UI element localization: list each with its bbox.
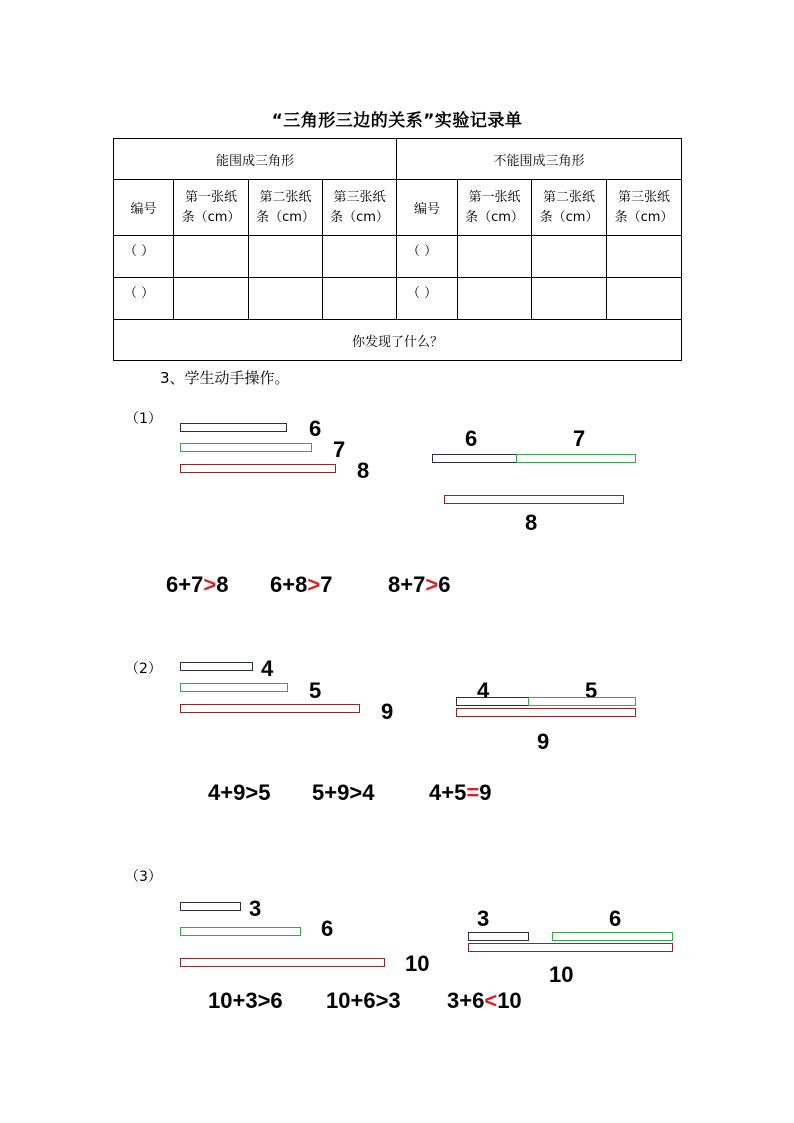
col-strip1: 第一张纸 条（cm） <box>458 180 532 236</box>
table-row <box>114 236 682 278</box>
col-strip1: 第一张纸 条（cm） <box>174 180 249 236</box>
length-label: 6 <box>609 906 622 931</box>
length-label: 6 <box>309 416 322 441</box>
page-title: “三角形三边的关系”实验记录单 <box>271 111 523 131</box>
table-cell <box>249 278 323 320</box>
strip-short <box>180 423 287 432</box>
strip-short <box>468 932 529 941</box>
row-label: （ ） <box>397 236 458 278</box>
table-cell <box>607 236 682 278</box>
strip-long <box>444 495 624 504</box>
length-label: 3 <box>477 906 490 931</box>
table-cell <box>458 236 532 278</box>
table-cell <box>174 236 249 278</box>
col-strip2: 第二张纸 条（cm） <box>249 180 323 236</box>
strip-mid <box>552 932 673 941</box>
table-cell <box>607 278 682 320</box>
table-cell <box>249 236 323 278</box>
part-label: （1） <box>125 411 162 427</box>
table-cell <box>174 278 249 320</box>
strip-short <box>180 902 241 911</box>
length-label: 6 <box>465 426 478 451</box>
length-label: 4 <box>477 678 490 703</box>
strip-long <box>180 464 336 473</box>
strip-mid <box>180 443 312 452</box>
strip-long <box>468 943 673 952</box>
length-label: 10 <box>405 951 430 976</box>
table-cell <box>532 236 607 278</box>
col-strip2: 第二张纸 条（cm） <box>532 180 607 236</box>
part-label: （3） <box>125 869 162 885</box>
length-label: 4 <box>261 656 274 681</box>
table-cell <box>323 278 397 320</box>
inequality: 5+9>4 <box>312 780 375 805</box>
col-strip3: 第三张纸 条（cm） <box>323 180 397 236</box>
strip-long <box>456 708 636 717</box>
length-label: 3 <box>249 896 262 921</box>
table-row <box>114 278 682 320</box>
strip-short <box>180 662 253 671</box>
strip-short <box>456 697 529 706</box>
part-label: （2） <box>125 661 162 677</box>
row-label: （ ） <box>114 278 174 320</box>
section-heading: 3、学生动手操作。 <box>160 369 290 387</box>
length-label: 8 <box>525 510 538 535</box>
length-label: 6 <box>321 916 334 941</box>
inequality: 10+6>3 <box>326 988 401 1013</box>
strip-long <box>180 704 360 713</box>
length-label: 10 <box>549 962 574 987</box>
inequality: 3+6<10 <box>447 988 522 1013</box>
inequality: 4+9>5 <box>208 780 271 805</box>
group-header-can: 能围成三角形 <box>114 139 397 180</box>
length-label: 7 <box>333 437 346 462</box>
strip-mid <box>180 927 301 936</box>
inequality: 6+8>7 <box>270 572 333 597</box>
length-label: 5 <box>309 678 322 703</box>
col-strip3: 第三张纸 条（cm） <box>607 180 682 236</box>
length-label: 9 <box>537 729 550 754</box>
strip-mid <box>516 454 636 463</box>
inequality: 6+7>8 <box>166 572 229 597</box>
length-label: 9 <box>381 699 394 724</box>
row-label: （ ） <box>397 278 458 320</box>
inequality: 8+7>6 <box>388 572 451 597</box>
strip-mid <box>528 697 636 706</box>
length-label: 7 <box>573 426 586 451</box>
finding-prompt: 你发现了什么？ <box>114 320 682 361</box>
row-label: （ ） <box>114 236 174 278</box>
table-cell <box>323 236 397 278</box>
strip-mid <box>180 683 288 692</box>
inequality: 4+5=9 <box>429 780 492 805</box>
col-number: 编号 <box>114 180 174 236</box>
record-table <box>113 138 682 361</box>
inequality: 10+3>6 <box>208 988 283 1013</box>
length-label: 5 <box>585 678 598 703</box>
group-header-cannot: 不能围成三角形 <box>397 139 682 180</box>
length-label: 8 <box>357 458 370 483</box>
table-cell <box>458 278 532 320</box>
table-cell <box>532 278 607 320</box>
col-number: 编号 <box>397 180 458 236</box>
strip-short <box>432 454 517 463</box>
strip-long <box>180 958 385 967</box>
